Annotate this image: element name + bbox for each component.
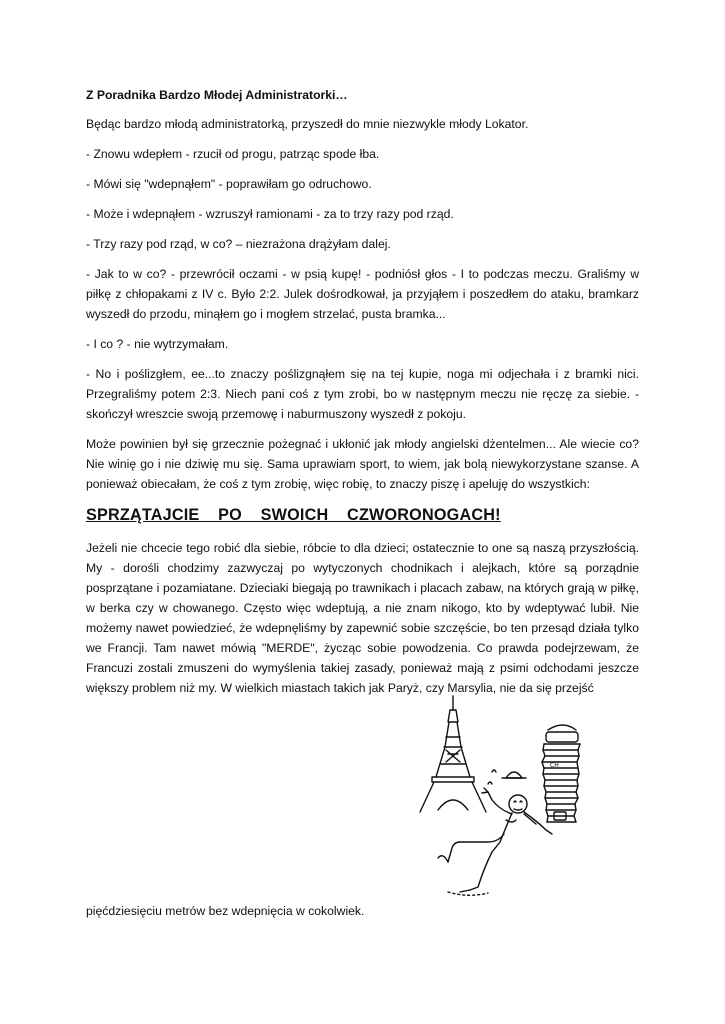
eiffel-tower-slip-illustration — [408, 692, 598, 902]
plate-stack-icon — [542, 725, 580, 822]
paragraph-dialogue-2: - Mówi się "wdepnąłem" - poprawiłam go odruchowo. — [86, 177, 372, 191]
paragraph-intro: Będąc bardzo młodą administratorką, przyszedł do mnie niezwykle młody Lokator. — [86, 117, 529, 131]
paragraph-body: Jeżeli nie chcecie tego robić dla siebie, róbcie to dla dzieci; ostatecznie to one są naszą przyszłością. My - dorośli chodzimy zazwyczaj po wytyczonych chodnikach i alejkach, które są porządnie posprzątane i pozamiatane. Dzieciaki biegają po trawnikach i placach zabaw, na których grają w piłkę, w berka czy w chowanego. Często więc wdeptują, a nie znam nikogo, kto by wdeptywać lubił. Nie możemy nawet powiedzieć, że wdepnęliśmy by zapewnić sobie szczęście, bo ten przesąd działa tylko we Francji. Tam nawet mówią "MERDE", życząc sobie powodzenia. Co prawda podejrzewam, że Francuzi zostali zmuszeni do wymyślenia takiej zasady, ponieważ mają z psimi odchodami jeszcze większy problem niż my. W wielkich miastach takich jak Paryż, czy Marsylia, nie da się przejść — [86, 541, 639, 695]
appeal-heading: SPRZĄTAJCIE PO SWOICH CZWORONOGACH! — [86, 506, 501, 524]
slipping-man-icon — [438, 788, 552, 892]
paragraph-dialogue-5: - Jak to w co? - przewrócił oczami - w psią kupę! - podniósł głos - I to podczas meczu. Graliśmy w piłkę z chłopakami z IV c. Było 2:2. Julek dośrodkował, ja przyjąłem i poszedłem do ataku, bramkarz wyszedł do przodu, minąłem go i mogłem strzelać, pusta bramka... — [86, 267, 639, 321]
paragraph-dialogue-7: - No i poślizgłem, ee...to znaczy poślizgnąłem się na tej kupie, noga mi odjechała i z bramki nici. Przegraliśmy potem 2:3. Niech pani coś z tym zrobi, bo w następnym meczu nie ręczę za siebie. - skończył wreszcie swoją przemowę i naburmuszony wyszedł z pokoju. — [86, 367, 639, 421]
paragraph-dialogue-6: - I co ? - nie wytrzymałam. — [86, 337, 229, 351]
svg-text:CH: CH — [550, 762, 559, 769]
document-title: Z Poradnika Bardzo Młodej Administratorki… — [86, 88, 348, 102]
hat-icon — [488, 770, 526, 784]
paragraph-dialogue-1: - Znowu wdepłem - rzucił od progu, patrząc spode łba. — [86, 147, 380, 161]
paragraph-closing: pięćdziesięciu metrów bez wdepnięcia w cokolwiek. — [86, 904, 365, 918]
paragraph-reflection: Może powinien był się grzecznie pożegnać i ukłonić jak młody angielski dżentelmen... Ale wiecie co? Nie winię go i nie dziwię mu się. Sama uprawiam sport, to wiem, jak bolą niewykorzystane szanse. A ponieważ obiecałam, że coś z tym zrobię, więc robię, to znaczy piszę i apeluję do wszystkich: — [86, 437, 639, 491]
paragraph-dialogue-4: - Trzy razy pod rząd, w co? – niezrażona drążyłam dalej. — [86, 237, 391, 251]
eiffel-tower-icon — [420, 696, 486, 812]
document-page — [86, 86, 639, 708]
paragraph-dialogue-3: - Może i wdepnąłem - wzruszył ramionami - za to trzy razy pod rząd. — [86, 207, 454, 221]
